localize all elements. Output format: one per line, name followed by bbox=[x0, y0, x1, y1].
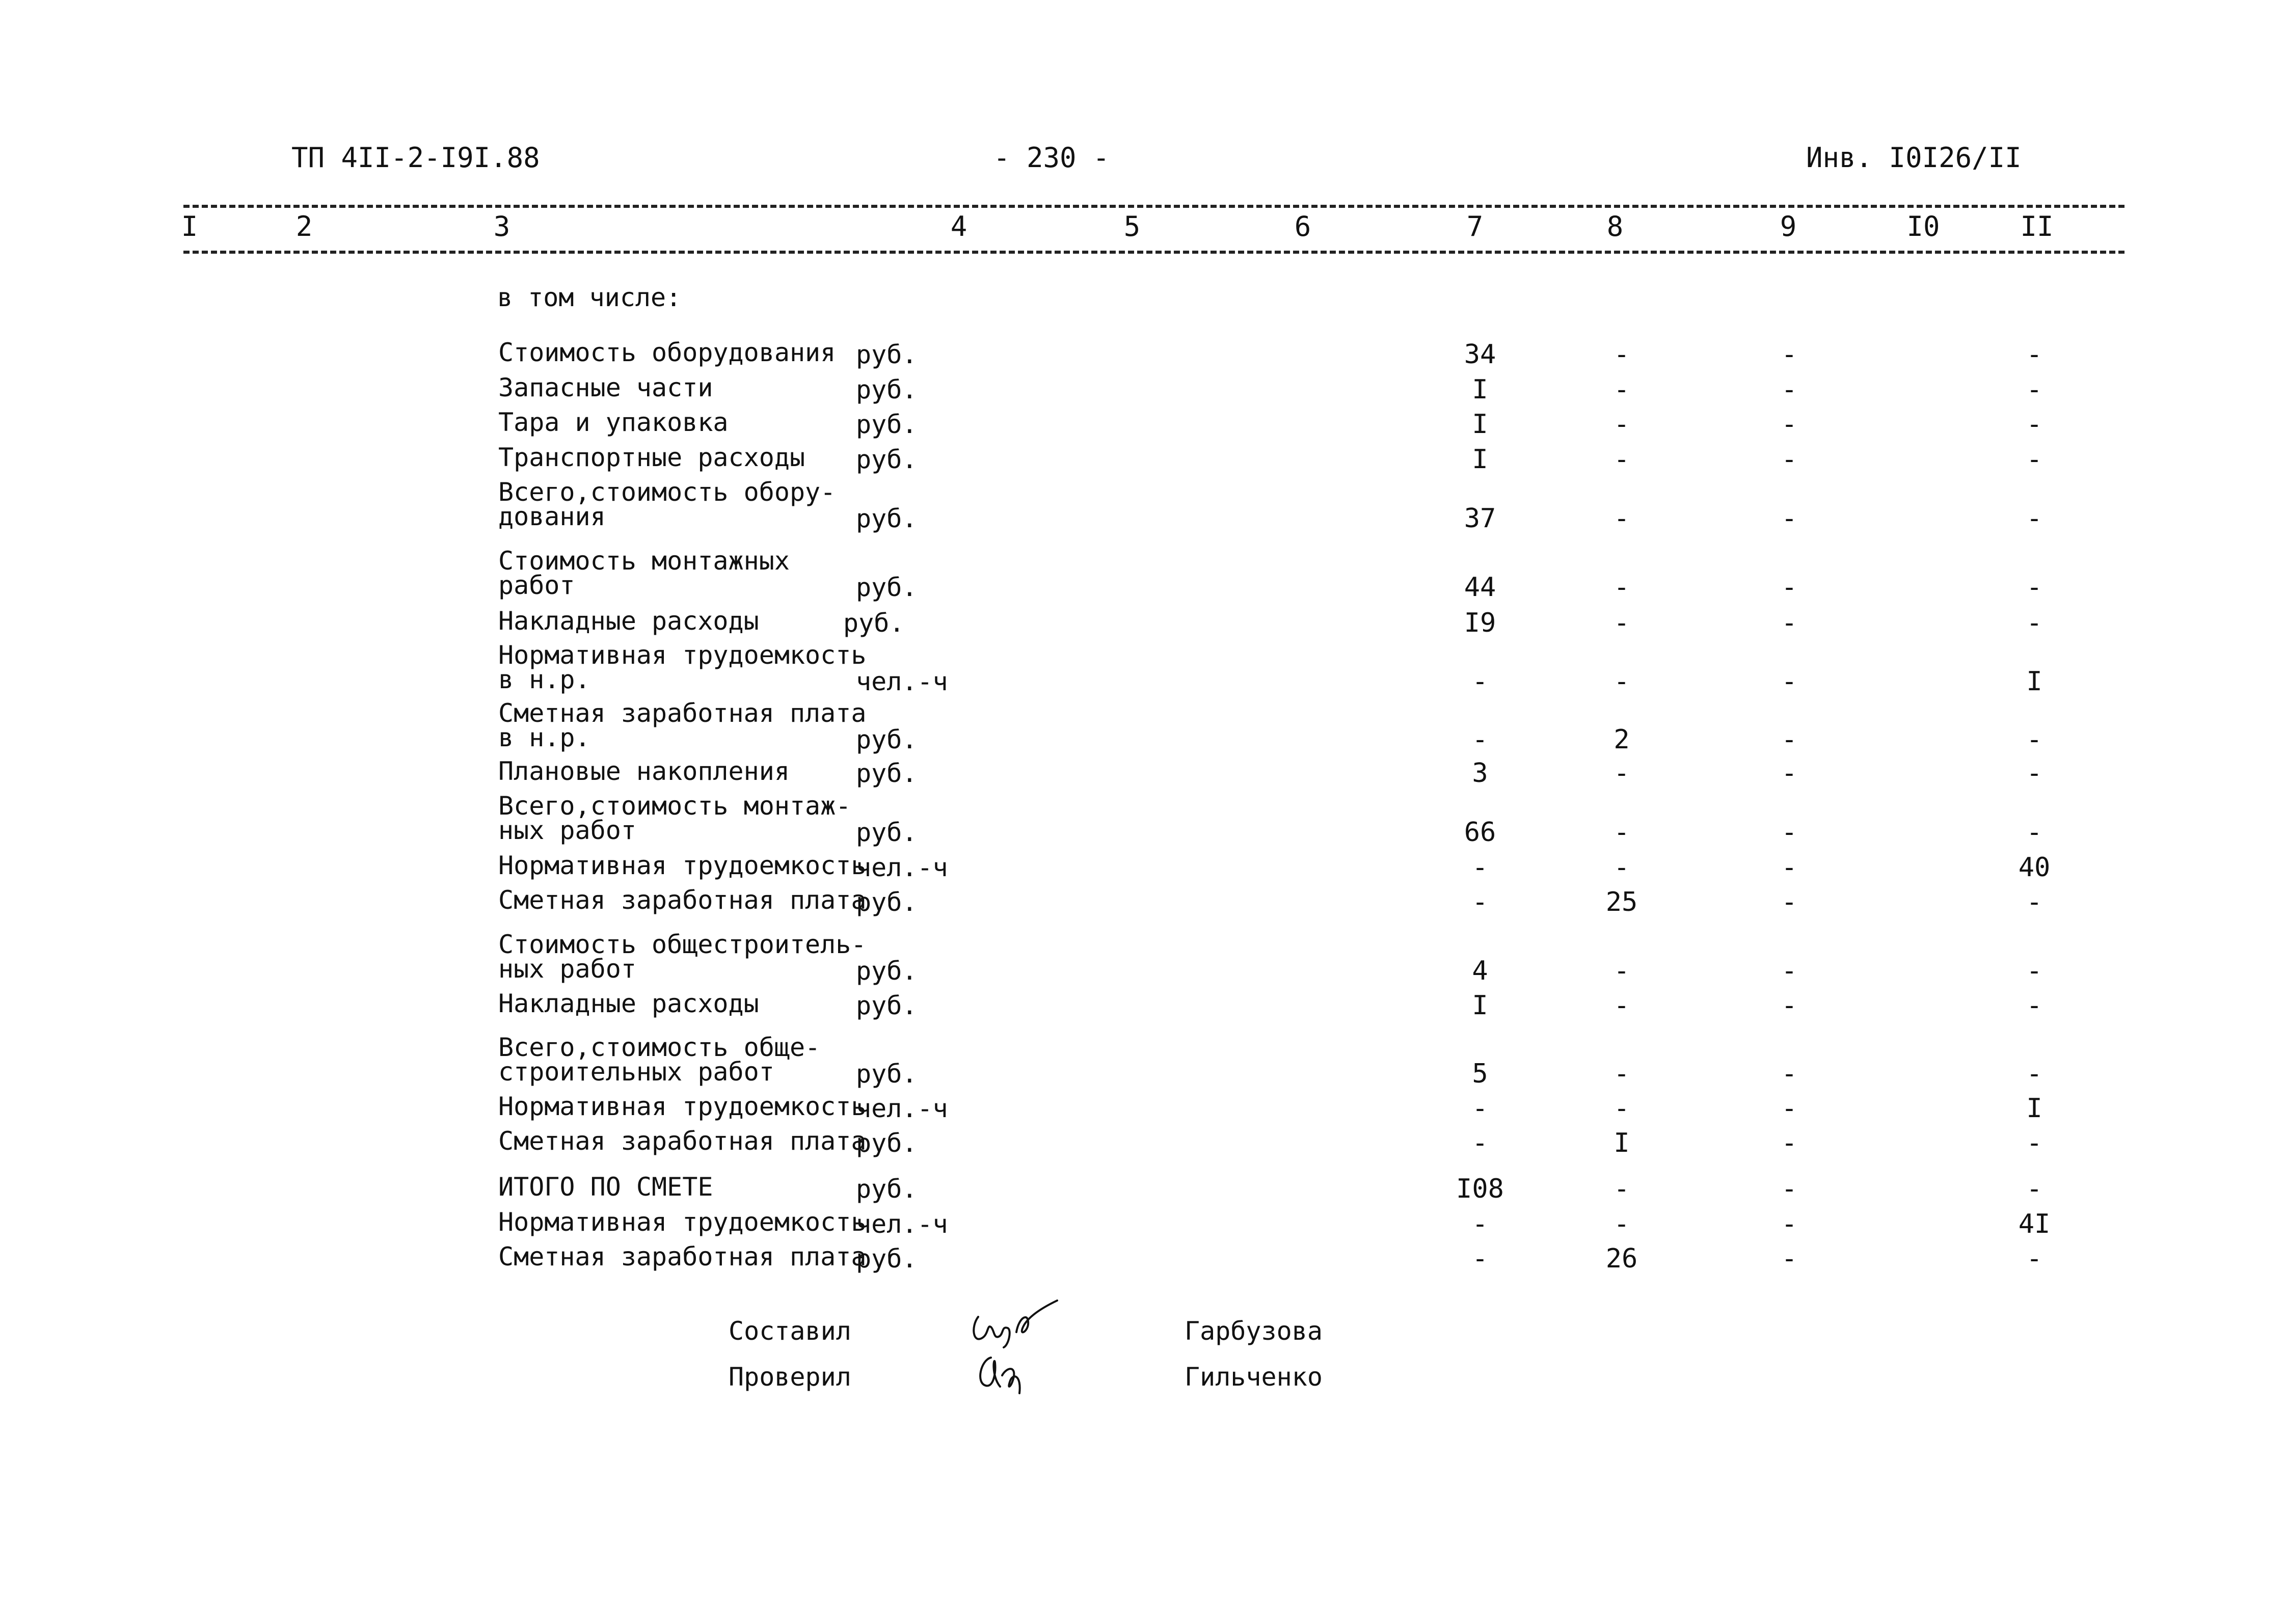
cell-col-7: 37 bbox=[1464, 503, 1496, 534]
row-label: Стоимость оборудования bbox=[498, 338, 836, 367]
row-unit: руб. bbox=[856, 1128, 918, 1158]
column-number: II bbox=[2020, 210, 2054, 242]
cell-col-8: - bbox=[1613, 409, 1630, 440]
cell-col-11: - bbox=[2026, 444, 2042, 475]
cell-col-7: - bbox=[1472, 852, 1488, 883]
cell-col-8: 25 bbox=[1605, 887, 1638, 917]
page-number: - 230 - bbox=[993, 142, 1110, 174]
cell-col-9: - bbox=[1781, 1093, 1797, 1124]
row-label: Всего,стоимость монтаж- bbox=[498, 791, 851, 821]
row-label: в н.р. bbox=[498, 665, 590, 694]
row-label: Сметная заработная плата bbox=[498, 1126, 867, 1156]
row-label: Всего,стоимость обще- bbox=[498, 1033, 821, 1062]
cell-col-7: - bbox=[1472, 1209, 1488, 1239]
cell-col-11: - bbox=[2026, 503, 2042, 534]
row-unit: руб. bbox=[856, 375, 918, 404]
row-label: Накладные расходы bbox=[498, 989, 759, 1018]
row-label: работ bbox=[498, 571, 575, 600]
cell-col-9: - bbox=[1781, 724, 1797, 755]
row-label: Плановые накопления bbox=[498, 756, 790, 786]
cell-col-7: 3 bbox=[1472, 758, 1488, 789]
row-unit: руб. bbox=[856, 1244, 918, 1274]
header-rule-top bbox=[183, 205, 2124, 208]
cell-col-7: I bbox=[1472, 374, 1488, 405]
cell-col-7: - bbox=[1472, 1093, 1488, 1124]
cell-col-9: - bbox=[1781, 666, 1797, 697]
row-unit: чел.-ч bbox=[856, 667, 948, 696]
row-label: строительных работ bbox=[498, 1057, 774, 1087]
cell-col-7: - bbox=[1472, 724, 1488, 755]
cell-col-7: - bbox=[1472, 887, 1488, 917]
cell-col-11: 40 bbox=[2018, 852, 2051, 883]
row-label: Сметная заработная плата bbox=[498, 885, 867, 915]
cell-col-7: 66 bbox=[1464, 817, 1496, 848]
row-unit: руб. bbox=[856, 340, 918, 369]
cell-col-8: - bbox=[1613, 1093, 1630, 1124]
cell-col-11: - bbox=[2026, 339, 2042, 370]
row-unit: чел.-ч bbox=[856, 1209, 948, 1239]
cell-col-11: 4I bbox=[2018, 1209, 2051, 1239]
cell-col-8: - bbox=[1613, 852, 1630, 883]
cell-col-8: - bbox=[1613, 572, 1630, 603]
cell-col-11: - bbox=[2026, 817, 2042, 848]
row-label: ИТОГО ПО СМЕТЕ bbox=[498, 1172, 713, 1202]
cell-col-7: I9 bbox=[1464, 608, 1496, 638]
column-number: 8 bbox=[1606, 210, 1624, 242]
cell-col-9: - bbox=[1781, 608, 1797, 638]
cell-col-8: - bbox=[1613, 1209, 1630, 1239]
column-number: 3 bbox=[493, 210, 510, 242]
row-unit: руб. bbox=[856, 445, 918, 474]
cell-col-8: - bbox=[1613, 503, 1630, 534]
cell-col-11: - bbox=[2026, 887, 2042, 917]
section-intro: в том числе: bbox=[497, 283, 682, 312]
row-label: Транспортные расходы bbox=[498, 443, 805, 472]
row-label: Нормативная трудоемкость bbox=[498, 1207, 867, 1237]
row-label: Сметная заработная плата bbox=[498, 1242, 867, 1271]
header-rule-bottom bbox=[183, 251, 2124, 254]
row-label: ных работ bbox=[498, 954, 636, 984]
cell-col-11: - bbox=[2026, 608, 2042, 638]
cell-col-11: - bbox=[2026, 374, 2042, 405]
cell-col-11: - bbox=[2026, 1174, 2042, 1204]
inventory-number: Инв. I0I26/II bbox=[1806, 142, 2022, 174]
cell-col-8: - bbox=[1613, 444, 1630, 475]
row-label: Всего,стоимость обору- bbox=[498, 477, 836, 507]
cell-col-9: - bbox=[1781, 503, 1797, 534]
cell-col-8: - bbox=[1613, 339, 1630, 370]
column-number: 6 bbox=[1294, 210, 1311, 242]
cell-col-8: - bbox=[1613, 608, 1630, 638]
cell-col-11: I bbox=[2026, 1093, 2042, 1124]
row-label: Накладные расходы bbox=[498, 606, 759, 636]
cell-col-11: - bbox=[2026, 1059, 2042, 1089]
cell-col-11: - bbox=[2026, 572, 2042, 603]
column-number: I bbox=[181, 210, 198, 242]
row-unit: руб. bbox=[856, 573, 918, 602]
row-label: дования bbox=[498, 502, 606, 531]
cell-col-8: I bbox=[1613, 1128, 1630, 1158]
row-label: Нормативная трудоемкость bbox=[498, 1092, 867, 1121]
row-label: Стоимость монтажных bbox=[498, 546, 790, 576]
cell-col-9: - bbox=[1781, 956, 1797, 986]
cell-col-9: - bbox=[1781, 887, 1797, 917]
cell-col-11: - bbox=[2026, 1243, 2042, 1274]
cell-col-9: - bbox=[1781, 1059, 1797, 1089]
cell-col-9: - bbox=[1781, 339, 1797, 370]
cell-col-9: - bbox=[1781, 817, 1797, 848]
cell-col-8: - bbox=[1613, 990, 1630, 1021]
cell-col-9: - bbox=[1781, 1243, 1797, 1274]
cell-col-7: 5 bbox=[1472, 1059, 1488, 1089]
row-unit: руб. bbox=[856, 504, 918, 533]
cell-col-8: - bbox=[1613, 374, 1630, 405]
cell-col-8: - bbox=[1613, 1059, 1630, 1089]
row-unit: руб. bbox=[843, 608, 905, 638]
cell-col-9: - bbox=[1781, 1174, 1797, 1204]
cell-col-9: - bbox=[1781, 852, 1797, 883]
document-code: ТП 4II-2-I9I.88 bbox=[291, 142, 540, 174]
row-unit: руб. bbox=[856, 956, 918, 986]
checked-by-name: Гильченко bbox=[1185, 1362, 1323, 1392]
cell-col-9: - bbox=[1781, 990, 1797, 1021]
row-label: Нормативная трудоемкость bbox=[498, 851, 867, 880]
cell-col-7: 4 bbox=[1472, 956, 1488, 986]
row-label: Тара и упаковка bbox=[498, 408, 729, 437]
cell-col-7: I08 bbox=[1456, 1174, 1504, 1204]
row-unit: чел.-ч bbox=[856, 1094, 948, 1123]
row-label: ных работ bbox=[498, 816, 636, 845]
cell-col-11: - bbox=[2026, 1128, 2042, 1158]
row-unit: руб. bbox=[856, 1174, 918, 1204]
cell-col-9: - bbox=[1781, 444, 1797, 475]
cell-col-8: - bbox=[1613, 666, 1630, 697]
cell-col-7: - bbox=[1472, 1128, 1488, 1158]
row-unit: руб. bbox=[856, 887, 918, 917]
cell-col-11: - bbox=[2026, 724, 2042, 755]
column-number: 4 bbox=[950, 210, 967, 242]
cell-col-11: - bbox=[2026, 956, 2042, 986]
row-label: в н.р. bbox=[498, 723, 590, 752]
row-unit: руб. bbox=[856, 725, 918, 754]
cell-col-8: 2 bbox=[1613, 724, 1630, 755]
cell-col-11: - bbox=[2026, 409, 2042, 440]
cell-col-9: - bbox=[1781, 1209, 1797, 1239]
cell-col-8: 26 bbox=[1605, 1243, 1638, 1274]
column-number: 7 bbox=[1466, 210, 1484, 242]
row-unit: руб. bbox=[856, 818, 918, 847]
cell-col-11: I bbox=[2026, 666, 2042, 697]
checked-by-label: Проверил bbox=[729, 1362, 851, 1392]
cell-col-8: - bbox=[1613, 1174, 1630, 1204]
column-number: 5 bbox=[1123, 210, 1141, 242]
cell-col-9: - bbox=[1781, 1128, 1797, 1158]
cell-col-7: 44 bbox=[1464, 572, 1496, 603]
cell-col-8: - bbox=[1613, 956, 1630, 986]
row-unit: руб. bbox=[856, 1059, 918, 1089]
column-number: 9 bbox=[1780, 210, 1797, 242]
cell-col-7: 34 bbox=[1464, 339, 1496, 370]
cell-col-8: - bbox=[1613, 817, 1630, 848]
cell-col-11: - bbox=[2026, 758, 2042, 789]
cell-col-9: - bbox=[1781, 374, 1797, 405]
cell-col-7: - bbox=[1472, 1243, 1488, 1274]
cell-col-11: - bbox=[2026, 990, 2042, 1021]
row-label: Стоимость общестроитель- bbox=[498, 930, 867, 959]
row-unit: руб. bbox=[856, 991, 918, 1020]
cell-col-9: - bbox=[1781, 572, 1797, 603]
column-number: 2 bbox=[295, 210, 313, 242]
cell-col-9: - bbox=[1781, 409, 1797, 440]
row-label: Нормативная трудоемкость bbox=[498, 640, 867, 670]
column-number: I0 bbox=[1906, 210, 1940, 242]
row-unit: руб. bbox=[856, 759, 918, 788]
cell-col-9: - bbox=[1781, 758, 1797, 789]
row-label: Сметная заработная плата bbox=[498, 698, 867, 728]
cell-col-7: - bbox=[1472, 666, 1488, 697]
compiled-by-name: Гарбузова bbox=[1185, 1316, 1323, 1346]
compiled-signature bbox=[968, 1296, 1065, 1352]
compiled-by-label: Составил bbox=[729, 1316, 851, 1346]
row-unit: чел.-ч bbox=[856, 853, 948, 882]
cell-col-7: I bbox=[1472, 990, 1488, 1021]
row-label: Запасные части bbox=[498, 373, 713, 402]
cell-col-7: I bbox=[1472, 409, 1488, 440]
cell-col-8: - bbox=[1613, 758, 1630, 789]
cell-col-7: I bbox=[1472, 444, 1488, 475]
row-unit: руб. bbox=[856, 410, 918, 439]
checked-signature bbox=[971, 1345, 1042, 1396]
